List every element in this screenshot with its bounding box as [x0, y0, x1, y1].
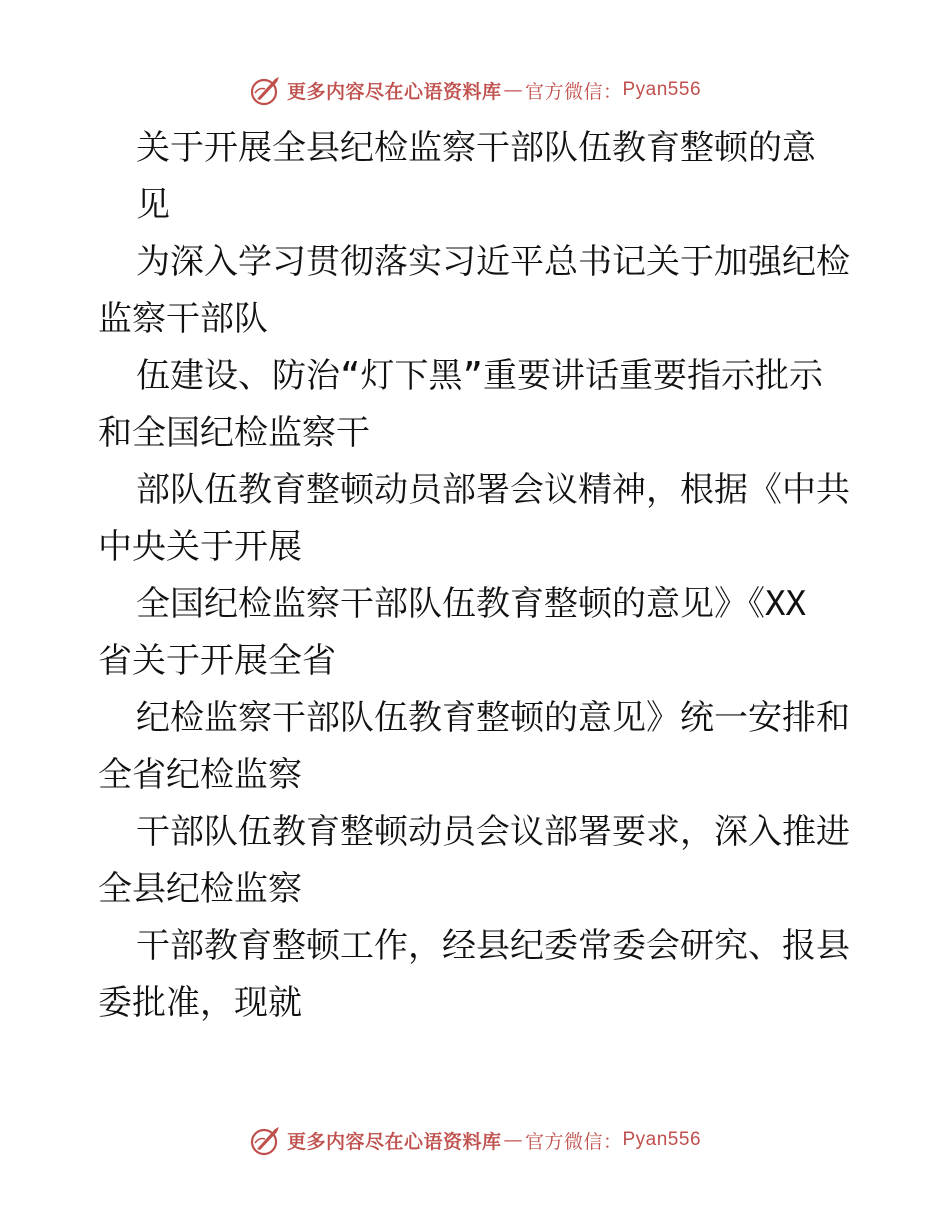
banner-wechat-label: 官方微信：	[524, 1130, 623, 1153]
paragraph-line: 为深入学习贯彻落实习近平总书记关于加强纪检	[136, 242, 850, 282]
paragraph-line: 和全国纪检监察干	[98, 413, 370, 453]
banner-wechat-id: Pyan556	[622, 79, 702, 100]
banner-wechat-id: Pyan556	[622, 1129, 702, 1150]
paragraph-line: 伍建设、防治“灯下黑”重要讲话重要指示批示	[136, 356, 823, 396]
paragraph-line: 监察干部队	[98, 299, 268, 339]
header-watermark-banner	[0, 70, 950, 110]
banner-separator: —	[503, 79, 523, 101]
banner-main-text: 更多内容尽在心语资料库	[286, 80, 502, 103]
paragraph-line: 干部教育整顿工作，经县纪委常委会研究、报县	[136, 926, 850, 966]
doc-title-line-2: 见	[136, 185, 170, 225]
paragraph-line: 全县纪检监察	[98, 869, 302, 909]
paragraph-line: 全省纪检监察	[98, 755, 302, 795]
paragraph-line: 纪检监察干部队伍教育整顿的意见》统一安排和	[136, 698, 850, 738]
footer-watermark-banner	[0, 1120, 950, 1160]
banner-wechat-label: 官方微信：	[524, 80, 623, 103]
document-body	[98, 120, 858, 1032]
quill-pen-logo-icon	[249, 73, 283, 107]
paragraph-line: 干部队伍教育整顿动员会议部署要求，深入推进	[136, 812, 850, 852]
paragraph-line: 委批准，现就	[98, 983, 302, 1023]
doc-title-line-1: 关于开展全县纪检监察干部队伍教育整顿的意	[136, 128, 816, 168]
banner-main-text: 更多内容尽在心语资料库	[286, 1130, 502, 1153]
paragraph-line: 中央关于开展	[98, 527, 302, 567]
banner-separator: —	[503, 1129, 523, 1151]
paragraph-line: 省关于开展全省	[98, 641, 336, 681]
quill-pen-logo-icon	[249, 1123, 283, 1157]
paragraph-line: 部队伍教育整顿动员部署会议精神，根据《中共	[136, 470, 850, 510]
paragraph-line: 全国纪检监察干部队伍教育整顿的意见》《XX	[136, 584, 806, 624]
